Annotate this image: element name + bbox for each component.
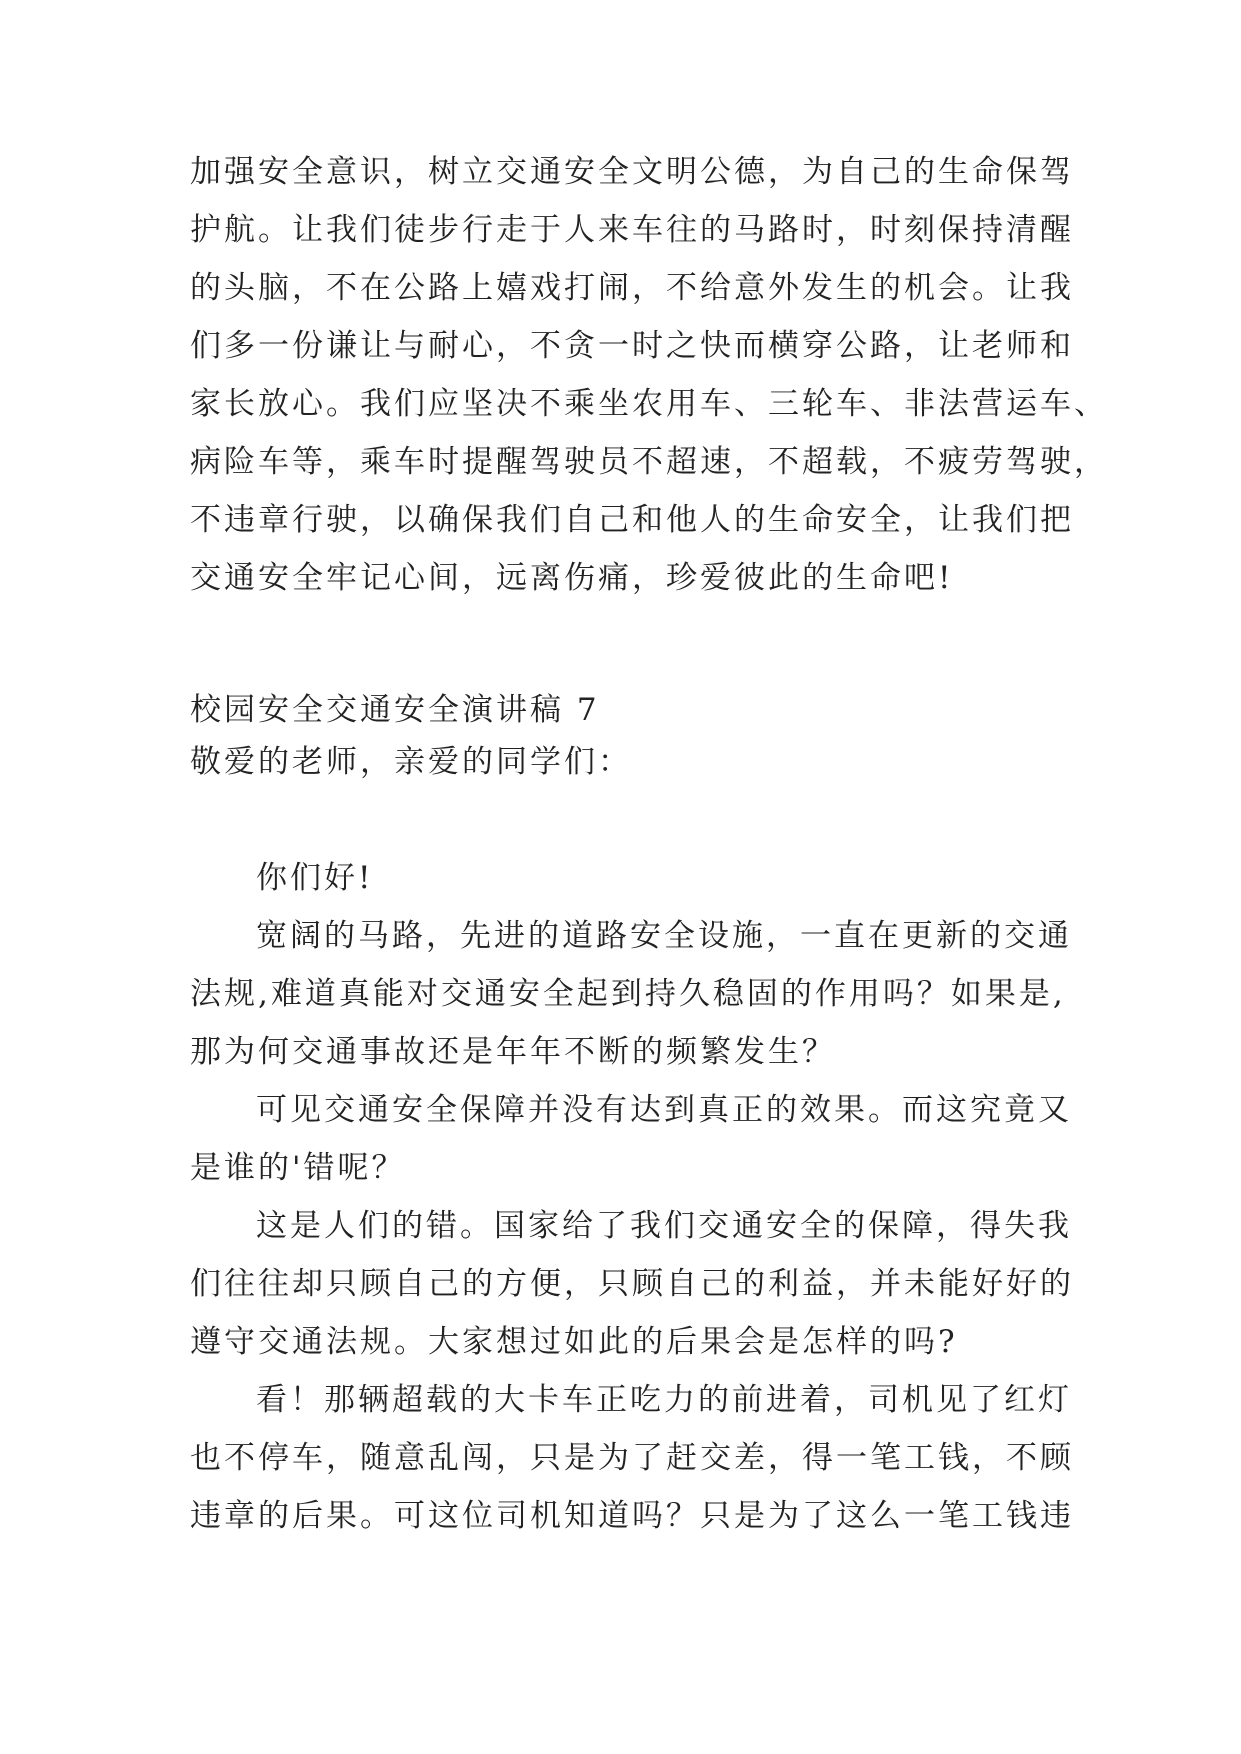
text-line: 看！那辆超载的大卡车正吃力的前进着，司机见了红灯 xyxy=(256,1382,1072,1418)
text-line: 法规,难道真能对交通安全起到持久稳固的作用吗？如果是, xyxy=(190,976,1066,1012)
greeting: 你们好! xyxy=(256,860,374,896)
text-line: 护航。让我们徒步行走于人来车往的马路时，时刻保持清醒 xyxy=(190,212,1074,248)
text-line: 家长放心。我们应坚决不乘坐农用车、三轮车、非法营运车、 xyxy=(190,386,1108,422)
text-line: 病险车等，乘车时提醒驾驶员不超速，不超载，不疲劳驾驶， xyxy=(190,444,1108,480)
text-line: 们多一份谦让与耐心，不贪一时之快而横穿公路，让老师和 xyxy=(190,328,1074,364)
text-line: 也不停车，随意乱闯，只是为了赶交差，得一笔工钱，不顾 xyxy=(190,1440,1074,1476)
text-line: 这是人们的错。国家给了我们交通安全的保障，得失我 xyxy=(256,1208,1072,1244)
text-line: 的头脑，不在公路上嬉戏打闹，不给意外发生的机会。让我 xyxy=(190,270,1074,306)
text-line: 不违章行驶，以确保我们自己和他人的生命安全，让我们把 xyxy=(190,502,1074,538)
text-line: 宽阔的马路，先进的道路安全设施，一直在更新的交通 xyxy=(256,918,1072,954)
section-title: 校园安全交通安全演讲稿 7 xyxy=(190,692,600,728)
text-line: 可见交通安全保障并没有达到真正的效果。而这究竟又 xyxy=(256,1092,1072,1128)
text-line: 那为何交通事故还是年年不断的频繁发生？ xyxy=(190,1034,836,1070)
text-line: 遵守交通法规。大家想过如此的后果会是怎样的吗? xyxy=(190,1324,958,1360)
salutation: 敬爱的老师，亲爱的同学们： xyxy=(190,744,632,780)
text-line: 违章的后果。可这位司机知道吗？只是为了这么一笔工钱违 xyxy=(190,1498,1074,1534)
text-line: 交通安全牢记心间，远离伤痛，珍爱彼此的生命吧! xyxy=(190,560,954,596)
text-line: 们往往却只顾自己的方便，只顾自己的利益，并未能好好的 xyxy=(190,1266,1074,1302)
text-line: 是谁的'错呢？ xyxy=(190,1150,406,1186)
text-line: 加强安全意识，树立交通安全文明公德，为自己的生命保驾 xyxy=(190,154,1074,190)
